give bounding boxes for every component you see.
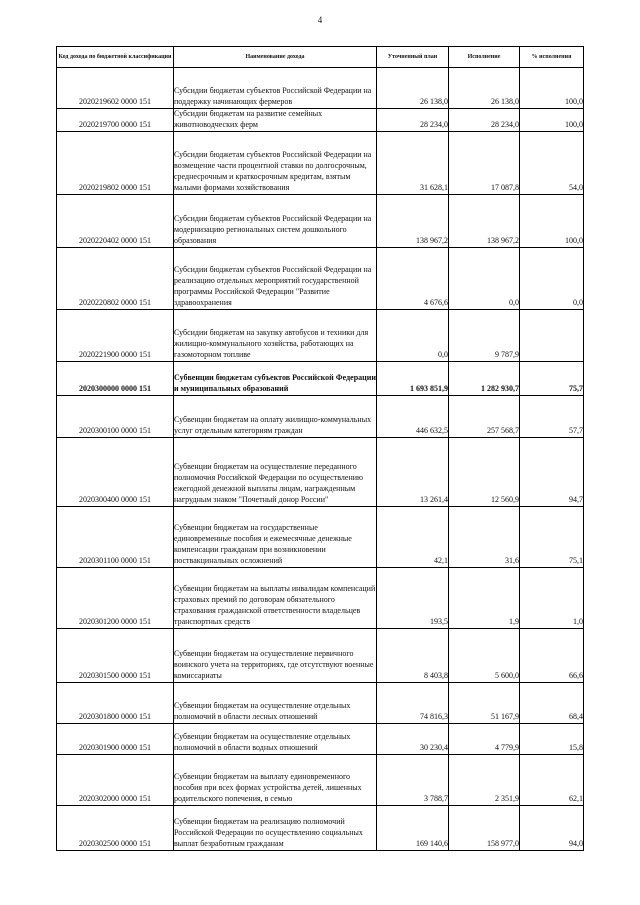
table-row [57,68,584,109]
cell-plan: 193,5 [377,567,449,628]
cell-code: 2020302500 0000 151 [57,805,174,850]
cell-plan: 13 261,4 [377,437,449,506]
cell-execution: 158 977,0 [449,805,520,850]
cell-execution: 5 600,0 [449,628,520,682]
cell-name: Субвенции бюджетам субъектов Российской Федерации и муниципальных образований [174,361,377,395]
cell-percent [520,309,584,361]
table-row [57,682,584,723]
cell-plan: 30 230,4 [377,723,449,754]
cell-code: 2020221900 0000 151 [57,309,174,361]
cell-plan: 8 403,8 [377,628,449,682]
cell-name: Субвенции бюджетам на выплату единовременного пособия при всех формах устройства детей, лишенных родительского попечения, в семью [174,754,377,805]
cell-name: Субвенции бюджетам на осуществление первичного воинского учета на территориях, где отсутствуют военные комиссариаты [174,628,377,682]
cell-percent: 75,1 [520,506,584,567]
table-row [57,395,584,437]
page-number: 4 [317,15,323,25]
cell-execution: 12 560,9 [449,437,520,506]
cell-name: Субсидии бюджетам субъектов Российской Федерации на модернизацию региональных систем дошкольного образования [174,194,377,247]
table-row [57,628,584,682]
cell-name: Субвенции бюджетам на реализацию полномочий Российской Федерации по осуществлению социальных выплат безработным гражданам [174,805,377,850]
cell-percent: 62,1 [520,754,584,805]
cell-name: Субвенции бюджетам на осуществление отдельных полномочий в области лесных отношений [174,682,377,723]
cell-percent: 0,0 [520,247,584,309]
cell-code: 2020219602 0000 151 [57,68,174,109]
table-row [57,437,584,506]
cell-code: 2020301100 0000 151 [57,506,174,567]
table-row [57,506,584,567]
cell-execution: 0,0 [449,247,520,309]
cell-plan: 1 693 851,9 [377,361,449,395]
cell-code: 2020300400 0000 151 [57,437,174,506]
cell-code: 2020300100 0000 151 [57,395,174,437]
cell-code: 2020300000 0000 151 [57,361,174,395]
cell-code: 2020301200 0000 151 [57,567,174,628]
cell-code: 2020219700 0000 151 [57,109,174,132]
cell-execution: 1 282 930,7 [449,361,520,395]
header-percent: % исполнения [520,47,584,68]
cell-percent: 100,0 [520,194,584,247]
cell-execution: 51 167,9 [449,682,520,723]
cell-code: 2020302000 0000 151 [57,754,174,805]
cell-percent: 57,7 [520,395,584,437]
cell-name: Субвенции бюджетам на осуществление отдельных полномочий в области водных отношений [174,723,377,754]
cell-name: Субсидии бюджетам на развитие семейных животноводческих ферм [174,109,377,132]
cell-percent: 54,0 [520,131,584,194]
cell-plan: 42,1 [377,506,449,567]
cell-name: Субсидии бюджетам на закупку автобусов и техники для жилищно-коммунального хозяйства, работающих на газомоторном топливе [174,309,377,361]
cell-name: Субсидии бюджетам субъектов Российской Федерации на реализацию отдельных мероприятий государственной программы Российской Федерации "Развитие здравоохранения [174,247,377,309]
cell-percent: 15,8 [520,723,584,754]
cell-percent: 68,4 [520,682,584,723]
cell-code: 2020301800 0000 151 [57,682,174,723]
cell-code: 2020220402 0000 151 [57,194,174,247]
cell-percent: 100,0 [520,109,584,132]
cell-percent: 94,7 [520,437,584,506]
header-plan: Уточненный план [377,47,449,68]
cell-execution: 31,6 [449,506,520,567]
table-row [57,309,584,361]
cell-execution: 17 087,8 [449,131,520,194]
cell-plan: 31 628,1 [377,131,449,194]
cell-percent: 94,0 [520,805,584,850]
cell-execution: 1,9 [449,567,520,628]
cell-code: 2020301500 0000 151 [57,628,174,682]
cell-plan: 446 632,5 [377,395,449,437]
table-body [57,68,584,851]
cell-code: 2020219802 0000 151 [57,131,174,194]
cell-execution: 4 779,9 [449,723,520,754]
cell-execution: 26 138,0 [449,68,520,109]
table-row [57,567,584,628]
cell-plan: 169 140,6 [377,805,449,850]
cell-name: Субвенции бюджетам на государственные единовременные пособия и ежемесячные денежные компенсации гражданам при возникновении поствакцинальных осложнений [174,506,377,567]
table-row [57,194,584,247]
cell-name: Субсидии бюджетам субъектов Российской Федерации на поддержку начинающих фермеров [174,68,377,109]
cell-execution: 2 351,9 [449,754,520,805]
cell-plan: 138 967,2 [377,194,449,247]
cell-execution: 138 967,2 [449,194,520,247]
cell-plan: 28 234,0 [377,109,449,132]
cell-execution: 257 568,7 [449,395,520,437]
cell-percent: 75,7 [520,361,584,395]
revenue-table [56,46,584,851]
header-execution: Исполнение [449,47,520,68]
cell-name: Субвенции бюджетам на оплату жилищно-коммунальных услуг отдельным категориям граждан [174,395,377,437]
cell-plan: 74 816,3 [377,682,449,723]
cell-plan: 0,0 [377,309,449,361]
cell-name: Субвенции бюджетам на выплаты инвалидам компенсаций страховых премий по договорам обязательного страхования гражданской ответственности владельцев транспортных средств [174,567,377,628]
cell-plan: 3 788,7 [377,754,449,805]
table-row [57,361,584,395]
cell-code: 2020301900 0000 151 [57,723,174,754]
cell-plan: 4 676,6 [377,247,449,309]
table-row [57,109,584,132]
header-name: Наименование дохода [174,47,377,68]
cell-percent: 66,6 [520,628,584,682]
table-header-row [57,47,584,68]
header-code: Код дохода по бюджетной классификации [57,47,174,68]
cell-percent: 1,0 [520,567,584,628]
cell-execution: 9 787,9 [449,309,520,361]
cell-name: Субсидии бюджетам субъектов Российской Федерации на возмещение части процентной ставки по долгосрочным, среднесрочным и краткосрочным кредитам, взятым малыми формами хозяйствования [174,131,377,194]
cell-plan: 26 138,0 [377,68,449,109]
cell-code: 2020220802 0000 151 [57,247,174,309]
table-row [57,131,584,194]
cell-execution: 28 234,0 [449,109,520,132]
table-row [57,754,584,805]
cell-percent: 100,0 [520,68,584,109]
table-row [57,805,584,850]
cell-name: Субвенции бюджетам на осуществление переданного полномочия Российской Федерации по осуществлению ежегодной денежной выплаты лицам, награжденным нагрудным знаком "Почетный донор России" [174,437,377,506]
table-row [57,247,584,309]
table-row [57,723,584,754]
